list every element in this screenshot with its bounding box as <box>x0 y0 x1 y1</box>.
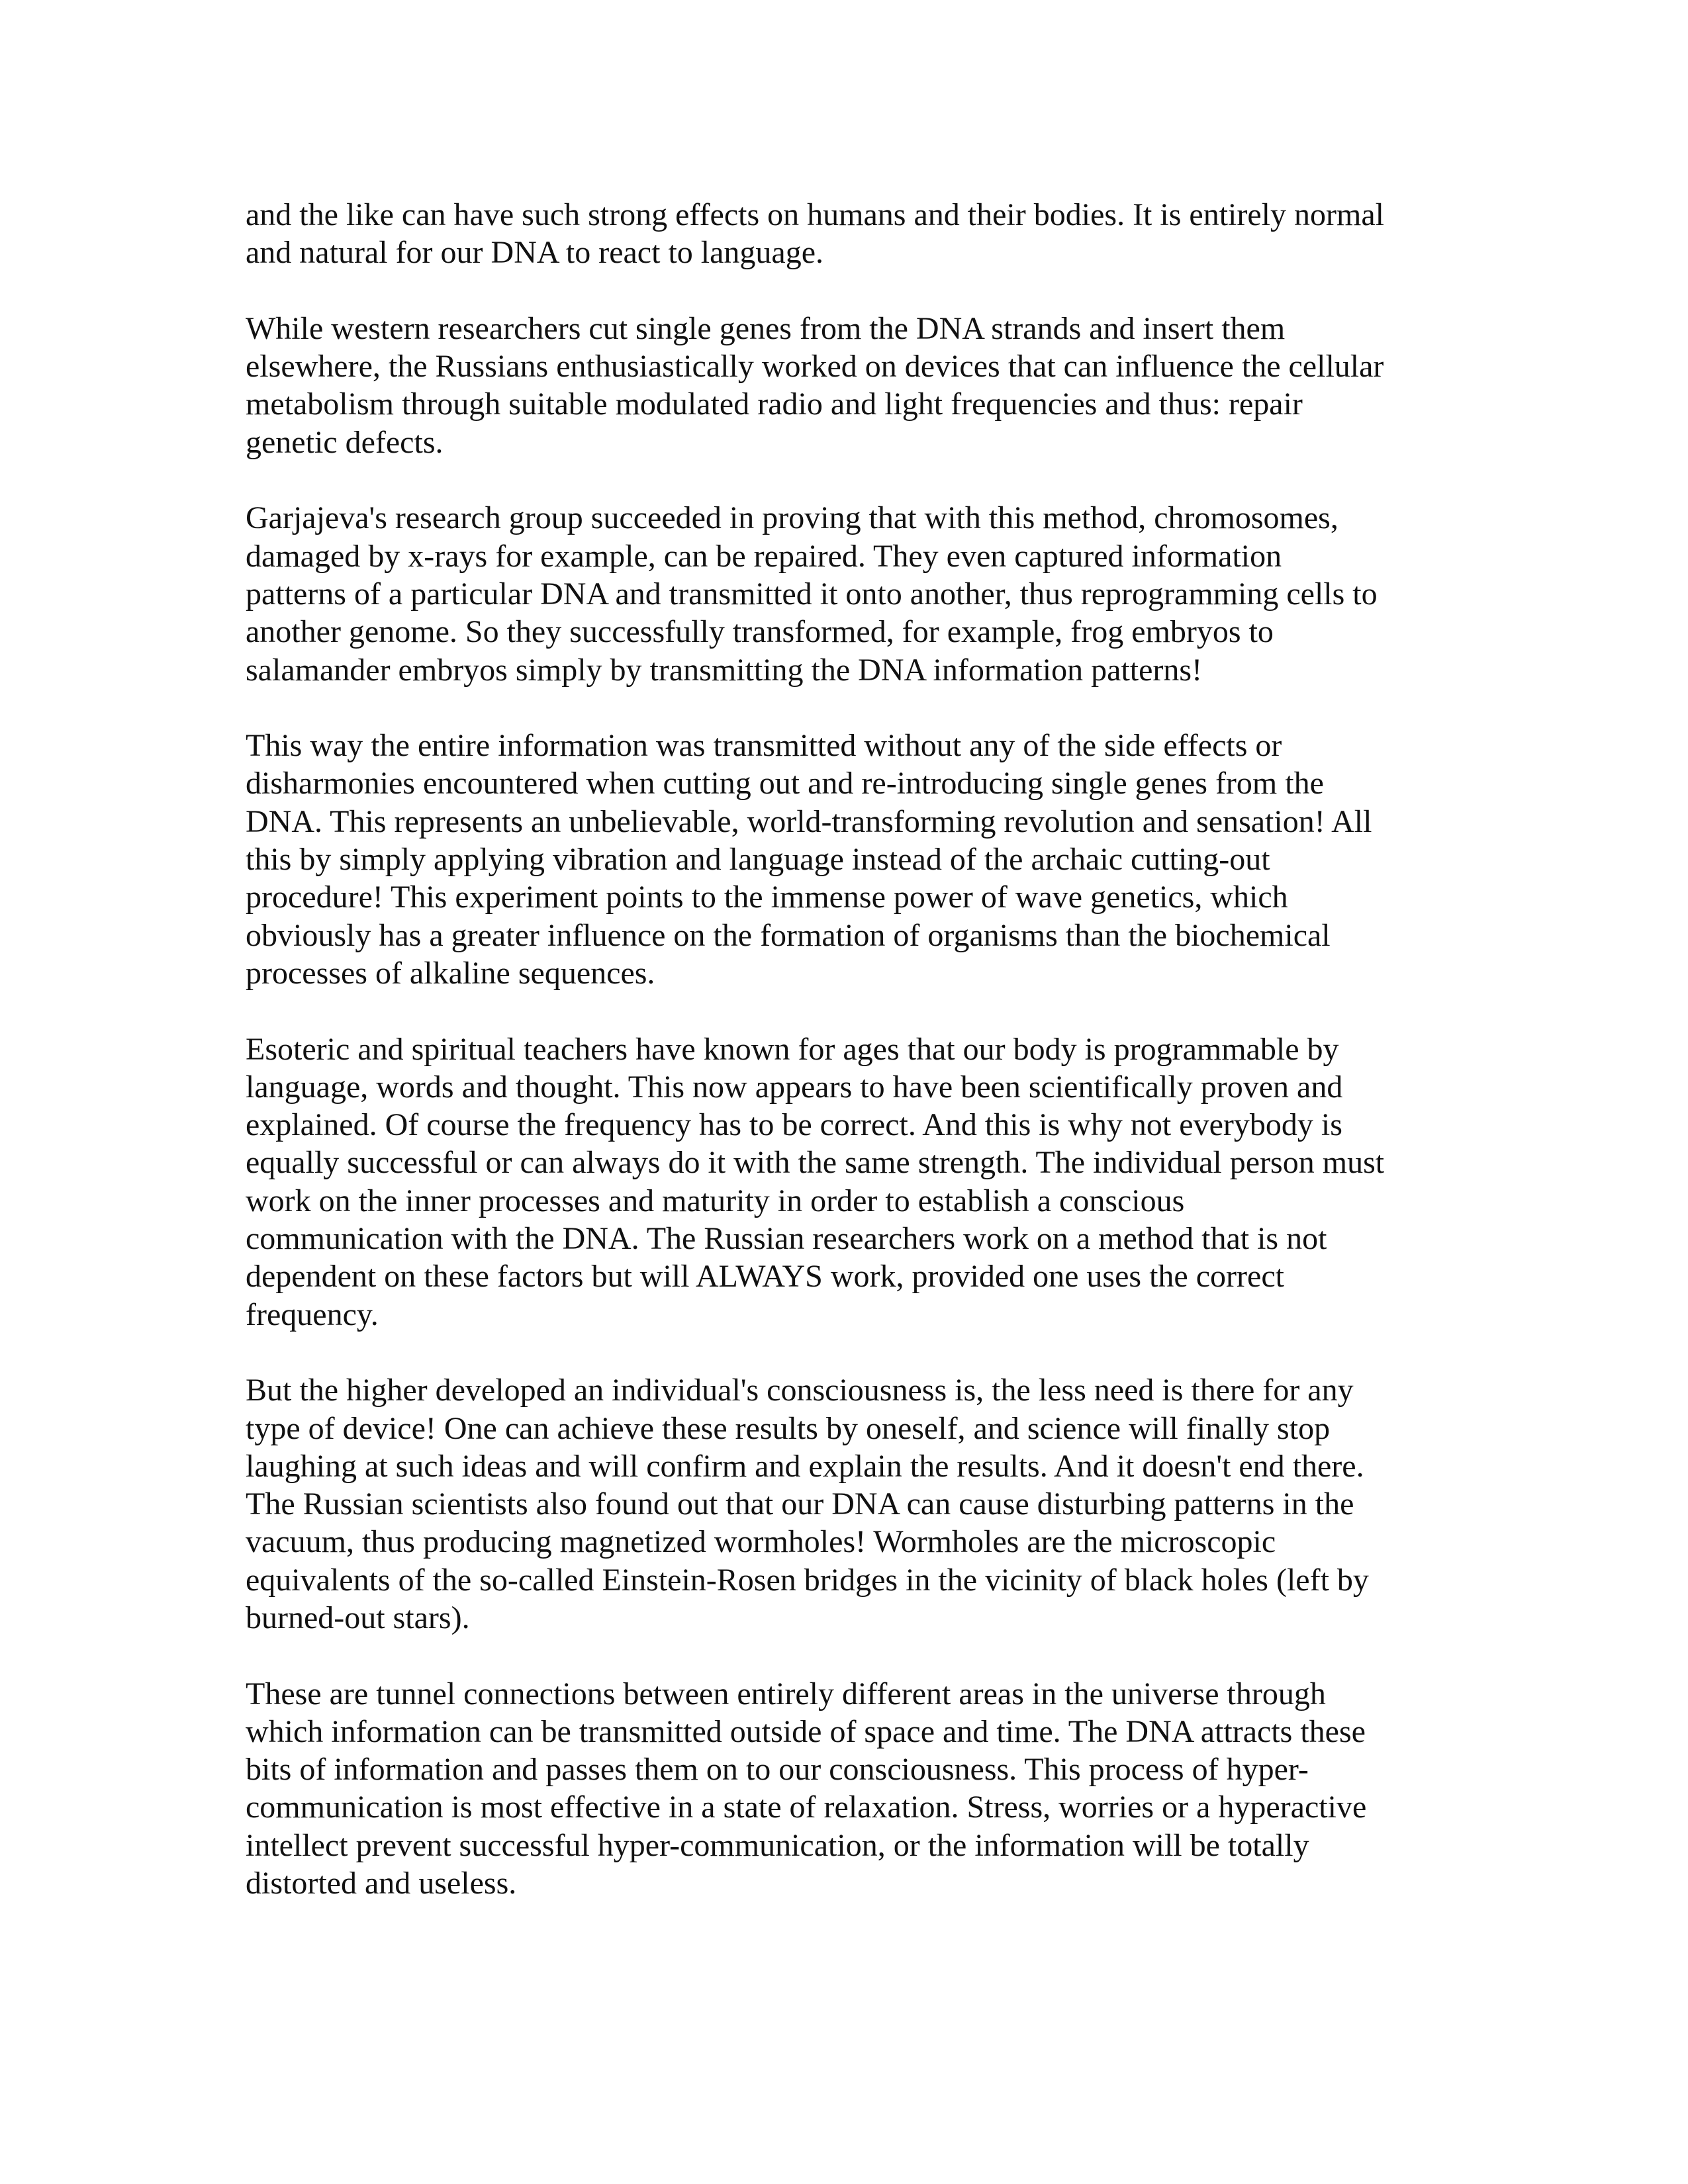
text-line: intellect prevent successful hyper-communication, or the information will be totally <box>246 1827 1309 1863</box>
text-line: elsewhere, the Russians enthusiastically worked on devices that can influence the cellular <box>246 349 1384 385</box>
text-line: disharmonies encountered when cutting out and re-introducing single genes from the <box>246 766 1324 801</box>
text-line: equally successful or can always do it with the same strength. The individual person must <box>246 1145 1385 1181</box>
text-line: While western researchers cut single genes from the DNA strands and insert them <box>246 310 1286 346</box>
paragraph-6 <box>246 1371 1442 1637</box>
text-line: Garjajeva's research group succeeded in proving that with this method, chromosomes, <box>246 500 1338 536</box>
text-line: frequency. <box>246 1297 379 1332</box>
paragraph-gap <box>246 1637 1442 1674</box>
text-line: communication with the DNA. The Russian researchers work on a method that is not <box>246 1221 1327 1257</box>
paragraph-gap <box>246 1334 1442 1371</box>
text-line: obviously has a greater influence on the formation of organisms than the biochemical <box>246 917 1331 953</box>
text-line: genetic defects. <box>246 424 444 460</box>
text-line: distorted and useless. <box>246 1866 517 1901</box>
text-line: processes of alkaline sequences. <box>246 955 655 991</box>
text-line: vacuum, thus producing magnetized wormholes! Wormholes are the microscopic <box>246 1524 1276 1560</box>
text-line: These are tunnel connections between entirely different areas in the universe through <box>246 1676 1326 1711</box>
text-line: Esoteric and spiritual teachers have known for ages that our body is programmable by <box>246 1031 1339 1067</box>
text-line: bits of information and passes them on to our consciousness. This process of hyper- <box>246 1752 1309 1788</box>
text-line: which information can be transmitted outside of space and time. The DNA attracts these <box>246 1713 1366 1749</box>
paragraph-4 <box>246 727 1442 992</box>
text-line: this by simply applying vibration and language instead of the archaic cutting-out <box>246 842 1270 878</box>
text-line: communication is most effective in a state of relaxation. Stress, worries or a hyperactive <box>246 1790 1367 1825</box>
paragraph-1 <box>246 196 1442 272</box>
text-line: type of device! One can achieve these results by oneself, and science will finally stop <box>246 1410 1331 1446</box>
paragraph-3 <box>246 499 1442 688</box>
text-line: equivalents of the so-called Einstein-Rosen bridges in the vicinity of black holes (left by <box>246 1562 1369 1598</box>
text-line: explained. Of course the frequency has to be correct. And this is why not everybody is <box>246 1107 1342 1143</box>
paragraph-5 <box>246 1030 1442 1334</box>
paragraph-7 <box>246 1675 1442 1903</box>
text-line: metabolism through suitable modulated radio and light frequencies and thus: repair <box>246 387 1303 422</box>
text-line: language, words and thought. This now appears to have been scientifically proven and <box>246 1069 1343 1105</box>
text-line: damaged by x-rays for example, can be repaired. They even captured information <box>246 538 1282 574</box>
paragraph-gap <box>246 992 1442 1030</box>
text-line: another genome. So they successfully transformed, for example, frog embryos to <box>246 614 1274 650</box>
text-line: patterns of a particular DNA and transmitted it onto another, thus reprogramming cells to <box>246 576 1378 612</box>
text-line: DNA. This represents an unbelievable, world-transforming revolution and sensation! All <box>246 803 1372 839</box>
text-line: This way the entire information was transmitted without any of the side effects or <box>246 728 1282 764</box>
text-line: and the like can have such strong effects on humans and their bodies. It is entirely normal <box>246 197 1384 232</box>
text-line: procedure! This experiment points to the immense power of wave genetics, which <box>246 880 1288 915</box>
text-line: But the higher developed an individual's consciousness is, the less need is there for any <box>246 1373 1354 1408</box>
text-line: and natural for our DNA to react to language. <box>246 235 824 271</box>
text-line: burned-out stars). <box>246 1600 470 1635</box>
document-body <box>246 196 1442 1902</box>
text-line: laughing at such ideas and will confirm and explain the results. And it doesn't end there. <box>246 1448 1364 1484</box>
paragraph-gap <box>246 689 1442 727</box>
paragraph-2 <box>246 310 1442 461</box>
text-line: dependent on these factors but will ALWAYS work, provided one uses the correct <box>246 1259 1284 1295</box>
paragraph-gap <box>246 272 1442 310</box>
text-line: The Russian scientists also found out that our DNA can cause disturbing patterns in the <box>246 1486 1354 1522</box>
paragraph-gap <box>246 461 1442 499</box>
text-line: work on the inner processes and maturity in order to establish a conscious <box>246 1183 1185 1218</box>
text-line: salamander embryos simply by transmitting the DNA information patterns! <box>246 652 1203 688</box>
